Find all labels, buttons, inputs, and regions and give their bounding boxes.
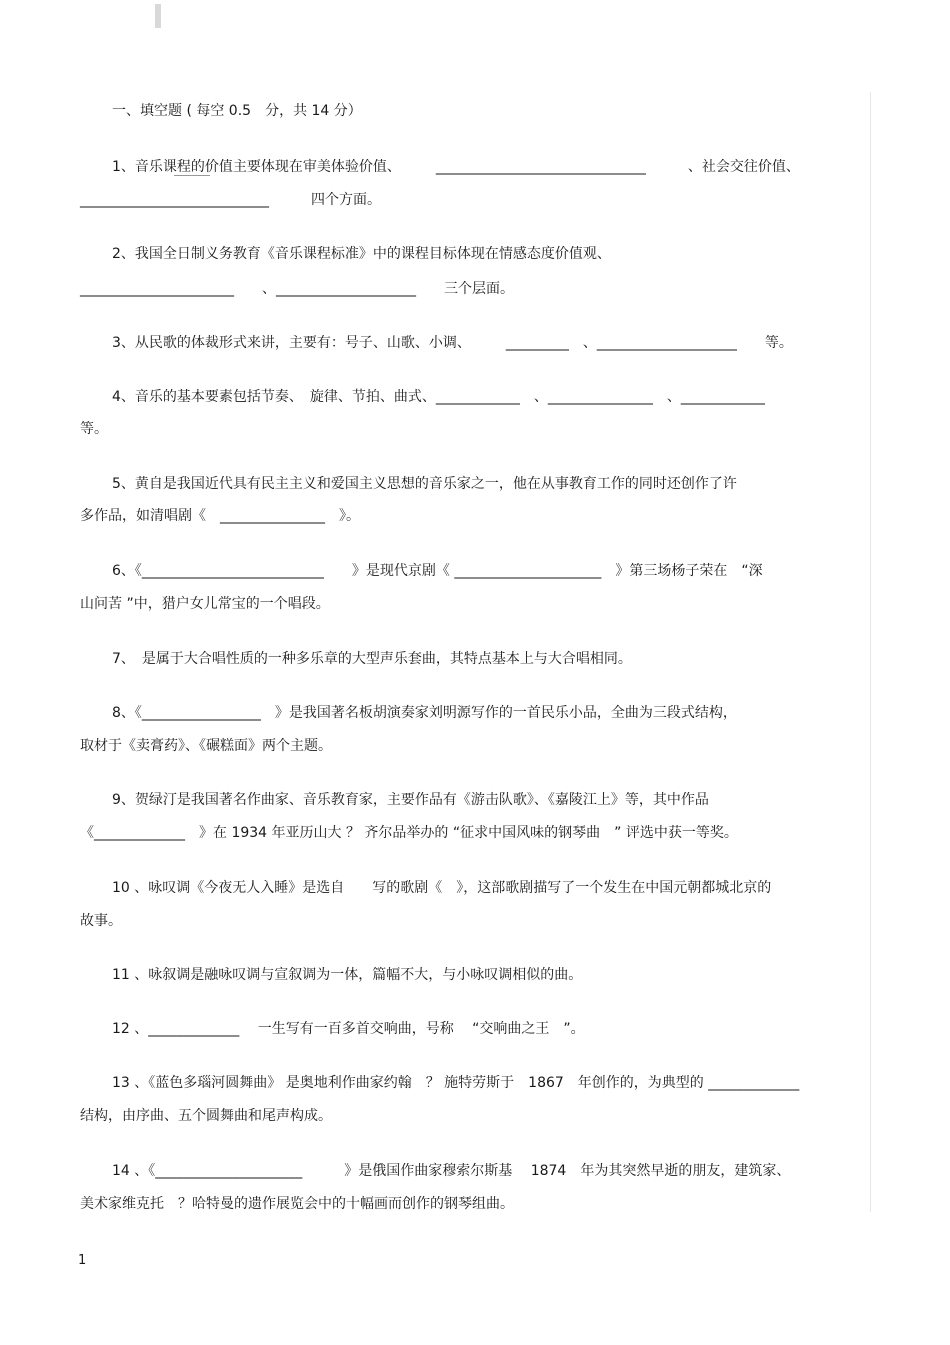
question-6-line-1: 6、《__________________________ 》是现代京剧《 _____________________ 》第三场杨子荣在 “深 — [112, 563, 763, 579]
question-12-line-1: 12 、_____________ 一生写有一百多首交响曲，号称 “交响曲之王 ”。 — [112, 1021, 585, 1037]
right-margin-rule — [870, 92, 871, 1212]
question-10-line-1: 10 、咏叹调《今夜无人入睡》是选自 写的歌剧《 》，这部歌剧描写了一个发生在中国元朝都城北京的 — [112, 880, 772, 896]
question-9-line-2: 《_____________ 》在 1934 年亚历山大 ？ 齐尔品举办的 “征求中国风味的钢琴曲 ” 评选中获一等奖。 — [80, 825, 738, 841]
question-14-line-2: 美术家维克托 ？哈特曼的遗作展览会中的十幅画而创作的钢琴组曲。 — [80, 1196, 514, 1212]
question-1-line-2: ___________________________ 四个方面。 — [80, 192, 381, 208]
question-4-line-2: 等。 — [80, 421, 108, 437]
question-5-line-2: 多作品，如清唱剧《 _______________ 》。 — [80, 508, 360, 524]
question-8-line-1: 8、《_________________ 》是我国著名板胡演奏家刘明源写作的一首民乐小品，全曲为三段式结构， — [112, 705, 737, 721]
scan-mark — [155, 4, 161, 28]
page-number: 1 — [78, 1253, 87, 1268]
question-11-line-1: 11 、咏叙调是融咏叹调与宣叙调为一体，篇幅不大，与小咏叹调相似的曲。 — [112, 967, 583, 983]
question-14-line-1: 14 、《_____________________ 》是俄国作曲家穆索尔斯基 1874 年为其突然早逝的朋友，建筑家、 — [112, 1163, 791, 1179]
section-heading: 一、填空题 ( 每空 0.5 分，共 14 分） — [112, 103, 362, 119]
question-5-line-1: 5、黄自是我国近代具有民主主义和爱国主义思想的音乐家之一，他在从事教育工作的同时还创作了许 — [112, 476, 737, 492]
underline-mark — [174, 175, 210, 176]
question-3-line-1: 3、从民歌的体裁形式来讲，主要有：号子、山歌、小调、 _________ 、____________________ 等。 — [112, 335, 793, 351]
question-13-line-2: 结构，由序曲、五个圆舞曲和尾声构成。 — [80, 1108, 332, 1124]
question-7-line-1: 7、 是属于大合唱性质的一种多乐章的大型声乐套曲，其特点基本上与大合唱相同。 — [112, 651, 632, 667]
question-4-line-1: 4、音乐的基本要素包括节奏、 旋律、节拍、曲式、____________ 、_______________ 、____________ — [112, 389, 765, 405]
question-13-line-1: 13 、《蓝色多瑙河圆舞曲》 是奥地利作曲家约翰 ？ 施特劳斯于 1867 年创作的，为典型的 _____________ — [112, 1075, 800, 1091]
question-10-line-2: 故事。 — [80, 913, 122, 929]
question-2-line-1: 2、我国全日制义务教育《音乐课程标准》中的课程目标体现在情感态度价值观、 — [112, 246, 611, 262]
question-2-line-2: ______________________ 、____________________ 三个层面。 — [80, 281, 514, 297]
question-9-line-1: 9、贺绿汀是我国著名作曲家、音乐教育家，主要作品有《游击队歌》、《嘉陵江上》等，其中作品 — [112, 792, 709, 808]
question-8-line-2: 取材于《卖膏药》、《碾糕面》两个主题。 — [80, 738, 332, 754]
question-6-line-2: 山问苦 ”中，猎户女儿常宝的一个唱段。 — [80, 596, 330, 612]
question-1-line-1: 1、音乐课程的价值主要体现在审美体验价值、 ______________________________ 、社会交往价值、 — [112, 159, 800, 175]
